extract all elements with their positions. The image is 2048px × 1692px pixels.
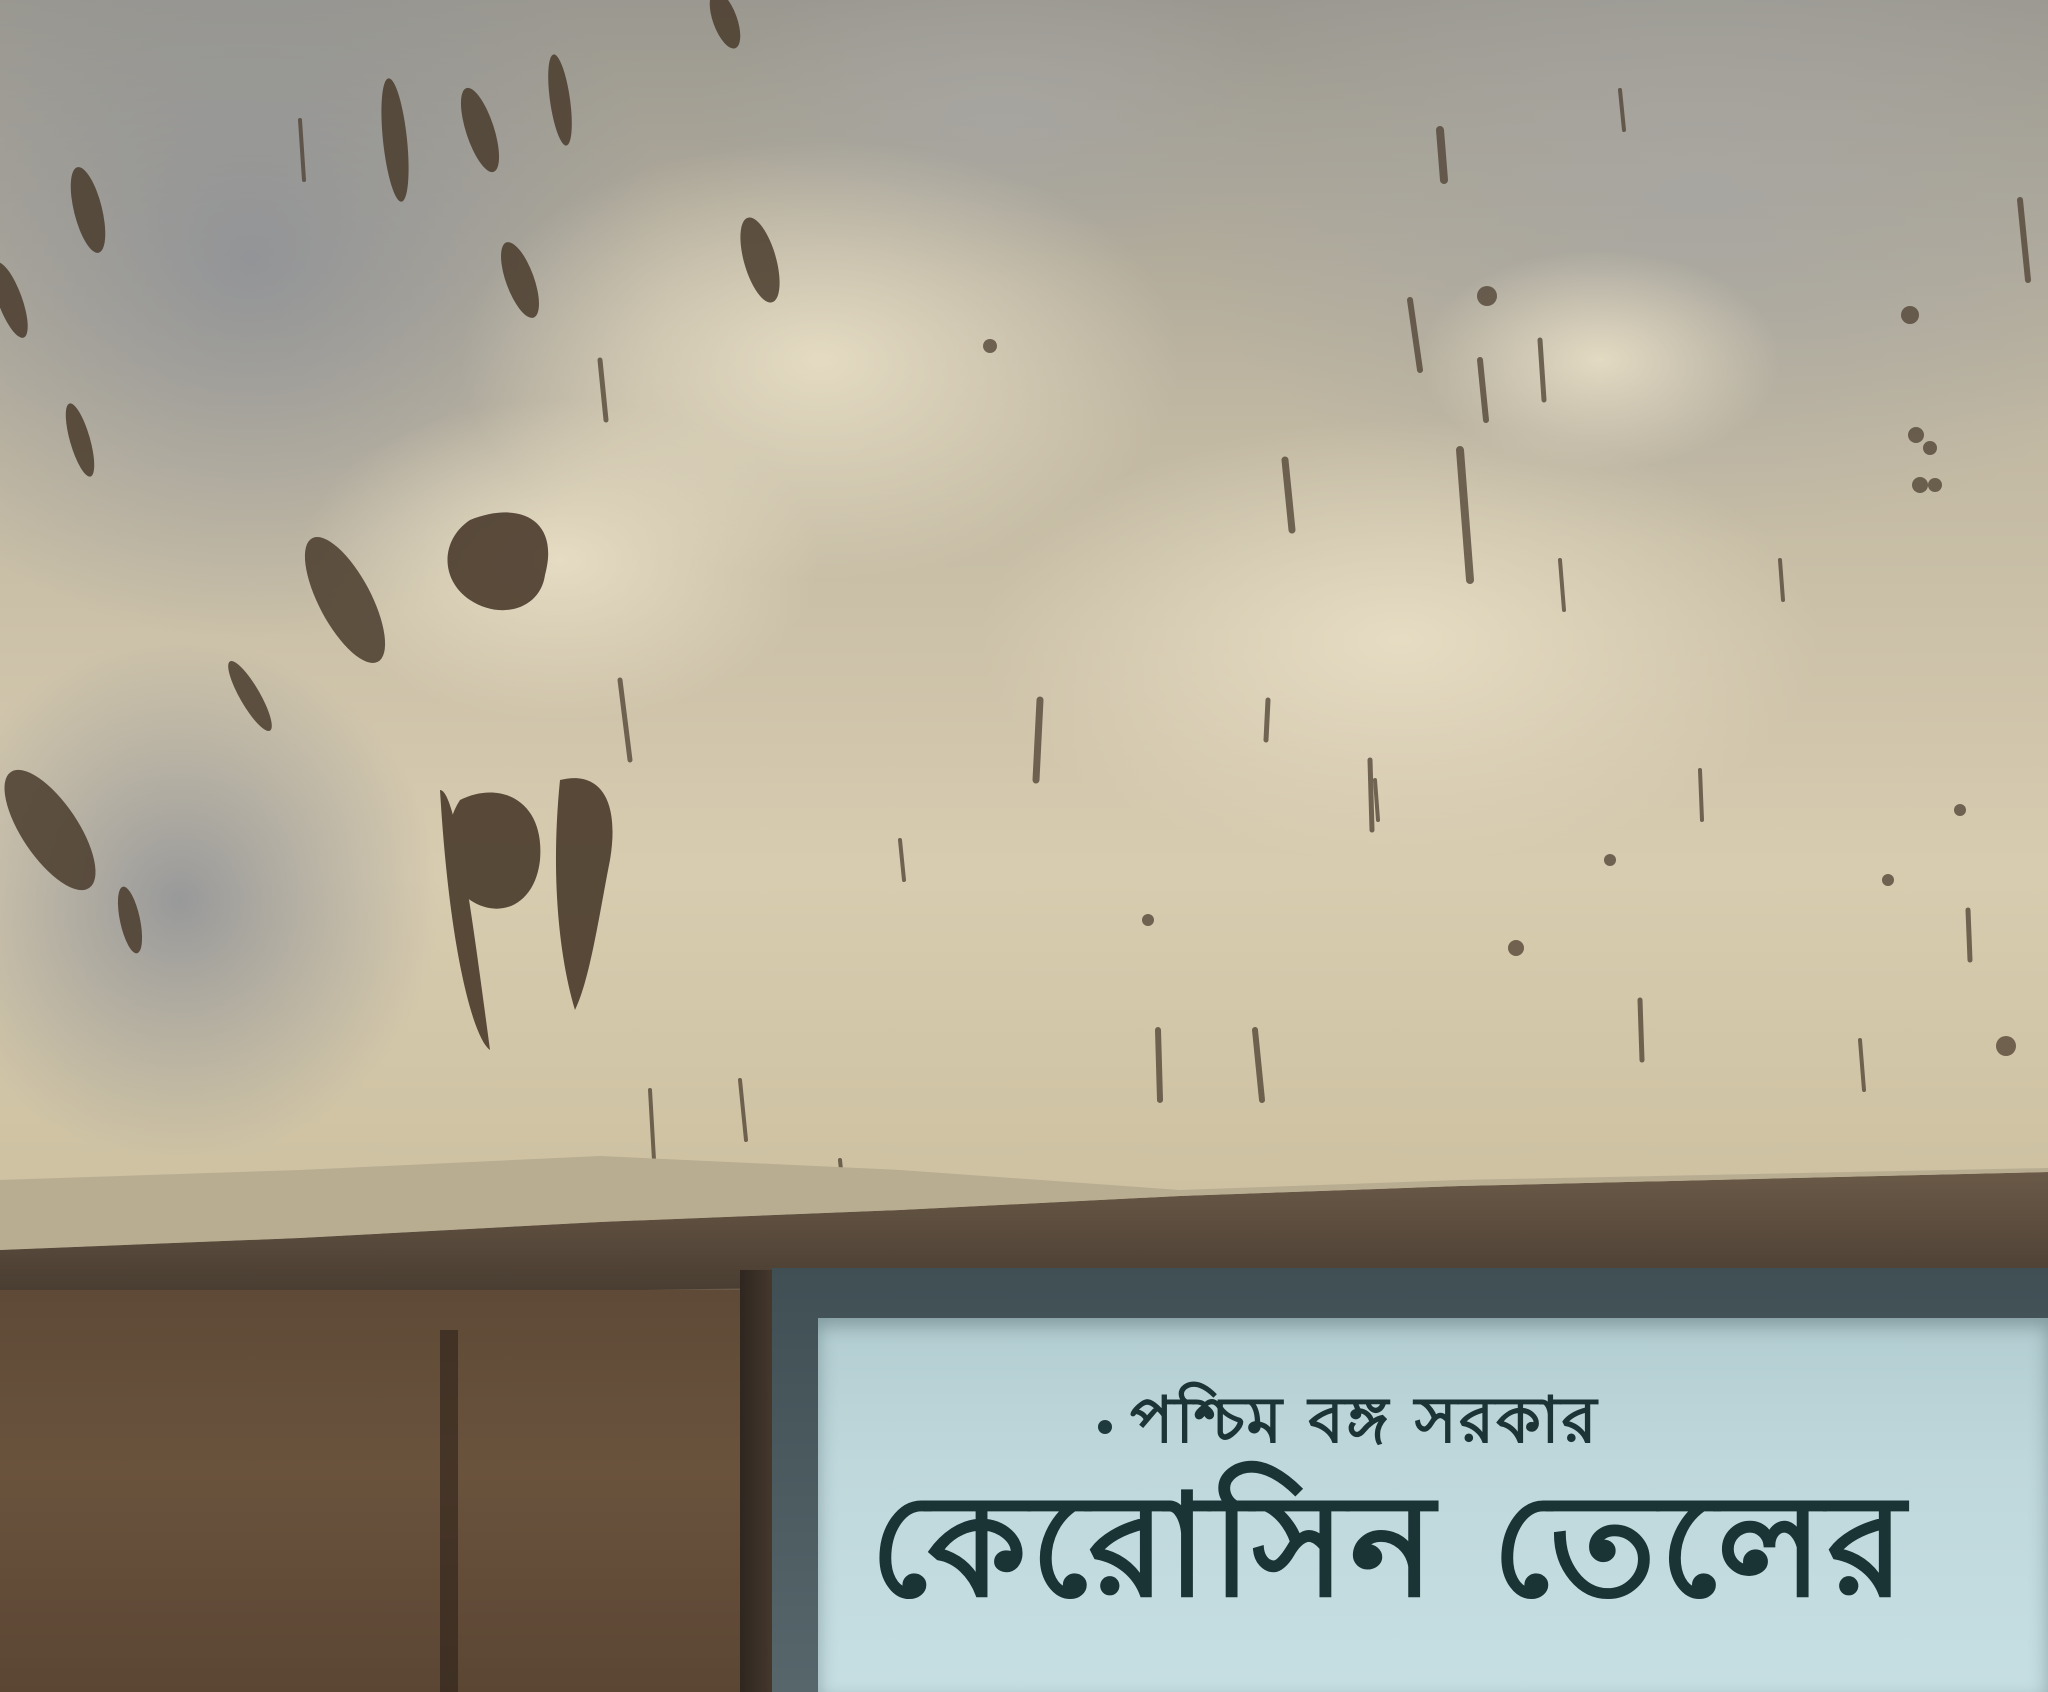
wooden-door	[0, 1290, 780, 1692]
sign-title: কেরোসিন তেলের	[870, 1464, 1910, 1629]
sign-heading: পশ্চিম বঙ্গ সরকার	[1130, 1384, 1599, 1458]
sign-bullet	[1098, 1420, 1112, 1434]
